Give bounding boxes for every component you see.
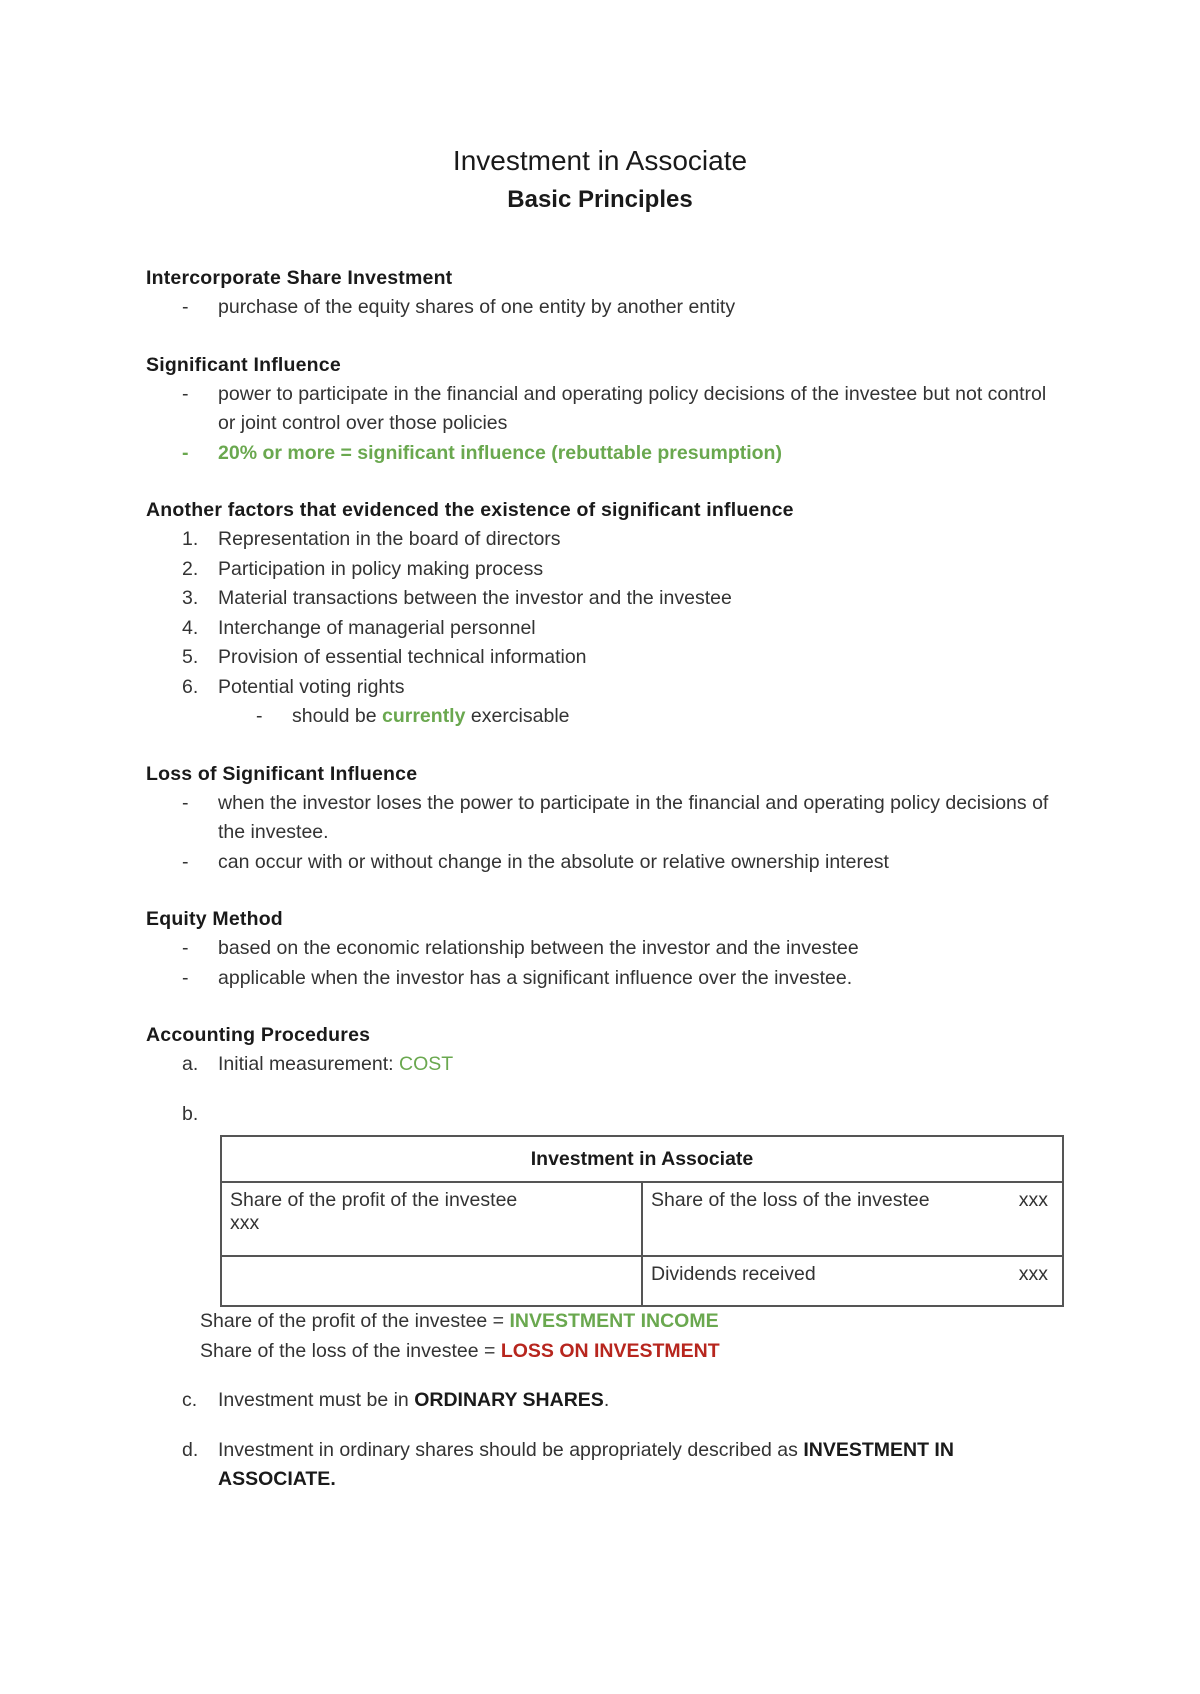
list-item: 5. Provision of essential technical information [182, 646, 587, 668]
list-item: - when the investor loses the power to participate in the financial and operating policy decisions of the investee. [182, 791, 1049, 843]
section-factors [146, 496, 1066, 732]
list-item: b. [182, 1102, 199, 1125]
section-heading: Equity Method [146, 908, 283, 930]
list-item: - applicable when the investor has a significant influence over the investee. [182, 966, 853, 989]
highlight-text: COST [399, 1053, 454, 1075]
list-item: 3. Material transactions between the investor and the investee [182, 587, 732, 609]
credit-cell: Share of the loss of the investee xxx [642, 1182, 1063, 1256]
section-heading: Accounting Procedures [146, 1024, 371, 1046]
highlight-text: currently [382, 705, 466, 727]
list-item: - power to participate in the financial and operating policy decisions of the investee but not control or joint control over those policies [182, 382, 1047, 434]
document-title: Investment in Associate [452, 145, 748, 176]
highlight-text: INVESTMENT INCOME [509, 1310, 719, 1332]
list-item: - should be currently exercisable [256, 705, 570, 727]
debit-cell: Share of the profit of the investee xxx [221, 1182, 642, 1256]
list-item: 6. Potential voting rights [182, 675, 405, 698]
section-heading: Significant Influence [146, 353, 341, 376]
credit-cell: Dividends received xxx [642, 1256, 1063, 1306]
section-heading: Intercorporate Share Investment [146, 267, 453, 289]
section-heading: Loss of Significant Influence [146, 762, 418, 785]
section-accounting-procedures [146, 1021, 1066, 1495]
highlight-text: LOSS ON INVESTMENT [500, 1339, 720, 1362]
list-item: c. Investment must be in ORDINARY SHARES. [182, 1389, 610, 1411]
list-item: - based on the economic relationship between the investor and the investee [182, 937, 859, 959]
document-subtitle: Basic Principles [507, 186, 693, 213]
t-account-table [220, 1135, 1064, 1307]
list-item: - 20% or more = significant influence (rebuttable presumption) [182, 441, 782, 464]
list-item: 1. Representation in the board of directors [182, 528, 561, 550]
formula-line: Share of the profit of the investee = INVESTMENT INCOME [200, 1310, 719, 1332]
list-item: d. Investment in ordinary shares should be appropriately described as INVESTMENT IN ASSOCIATE. [182, 1438, 954, 1490]
section-heading: Another factors that evidenced the existence of significant influence [146, 499, 794, 521]
list-item: a. Initial measurement: COST [182, 1053, 454, 1075]
list-item: - purchase of the equity shares of one entity by another entity [182, 296, 736, 318]
list-item: 4. Interchange of managerial personnel [182, 616, 536, 639]
section-significant-influence [146, 351, 1066, 469]
formula-line: Share of the loss of the investee = LOSS ON INVESTMENT [200, 1339, 720, 1362]
section-loss-influence [146, 760, 1066, 878]
list-item: - can occur with or without change in the absolute or relative ownership interest [182, 850, 889, 873]
section-equity-method [146, 905, 1066, 993]
t-account-header: Investment in Associate [221, 1136, 1063, 1182]
debit-cell-empty [221, 1256, 642, 1306]
section-intercorporate [146, 264, 1066, 323]
document-body [146, 264, 1066, 1523]
list-item: 2. Participation in policy making process [182, 557, 544, 580]
